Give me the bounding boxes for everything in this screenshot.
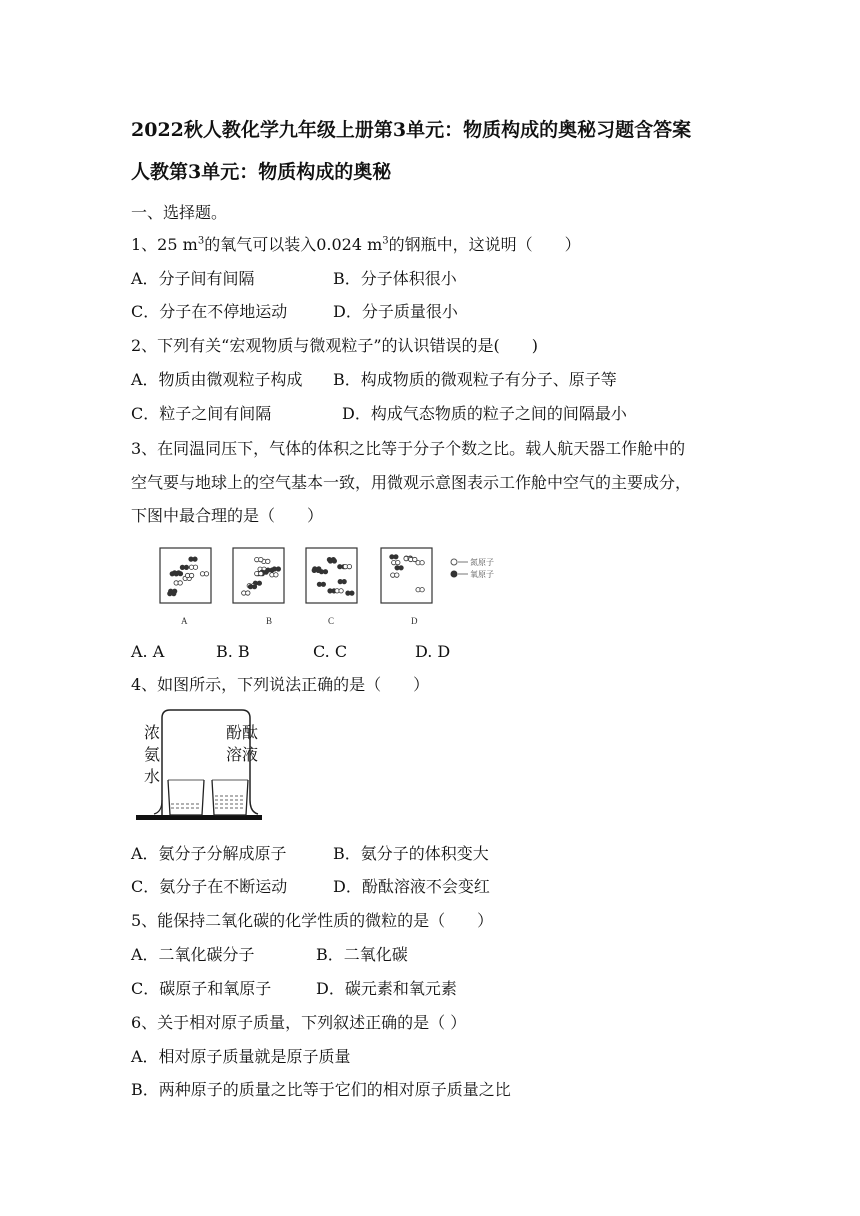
fig-label-b: B bbox=[266, 616, 273, 626]
q1-option-b: B．分子体积很小 bbox=[333, 269, 457, 288]
q5-stem: 5、能保持二氧化碳的化学性质的微粒的是（ ） bbox=[131, 911, 494, 930]
q3-option-a: A. A bbox=[131, 642, 165, 661]
molecule-atom bbox=[276, 567, 280, 571]
legend-nitrogen: 氮原子 bbox=[470, 558, 494, 567]
fig-label-d: D bbox=[411, 616, 418, 626]
molecule-atom bbox=[394, 555, 398, 559]
section-heading: 一、选择题。 bbox=[131, 203, 228, 222]
molecule-atom bbox=[316, 568, 320, 572]
q4-apparatus-figure bbox=[130, 704, 268, 826]
molecule-atom bbox=[189, 573, 193, 577]
q3-stem-line3: 下图中最合理的是（ ） bbox=[131, 506, 324, 525]
molecule-atom bbox=[176, 571, 180, 575]
q3-legend bbox=[451, 557, 494, 579]
q6-stem: 6、关于相对原子质量，下列叙述正确的是（ ） bbox=[131, 1013, 467, 1032]
q4-option-d: D．酚酞溶液不会变红 bbox=[333, 877, 490, 896]
label-ammonia: 氨 bbox=[144, 745, 161, 764]
q6-option-b: B．两种原子的质量之比等于它们的相对原子质量之比 bbox=[131, 1080, 511, 1099]
molecule-atom bbox=[193, 565, 197, 569]
label-water: 水 bbox=[144, 767, 161, 786]
molecule-atom bbox=[413, 557, 417, 561]
molecule-atom bbox=[332, 559, 336, 563]
molecule-atom bbox=[350, 591, 354, 595]
q2-option-b: B．构成物质的微观粒子有分子、原子等 bbox=[333, 370, 617, 389]
q2-option-d: D．构成气态物质的粒子之间的间隔最小 bbox=[342, 404, 627, 423]
document-title: 2022秋人教化学九年级上册第3单元：物质构成的奥秘习题含答案 bbox=[131, 119, 692, 141]
molecule-atom bbox=[274, 573, 278, 577]
q5-option-b: B．二氧化碳 bbox=[316, 945, 408, 964]
q3-option-c: C. C bbox=[313, 642, 348, 661]
molecule-atom bbox=[204, 572, 208, 576]
legend-oxygen: 氧原子 bbox=[470, 570, 494, 579]
molecule-atom bbox=[259, 571, 263, 575]
q4-option-c: C．氨分子在不断运动 bbox=[131, 877, 288, 896]
molecule-atom bbox=[342, 579, 346, 583]
molecule-atom bbox=[193, 557, 197, 561]
q4-option-a: A．氨分子分解成原子 bbox=[131, 844, 287, 863]
molecule-atom bbox=[396, 560, 400, 564]
q1-stem: 1、25 $m^3$的氧气可以装入0.024 $m^3$的钢瓶中，这说明（ ） bbox=[131, 235, 581, 254]
unit-heading: 人教第3单元：物质构成的奥秘 bbox=[131, 161, 392, 183]
molecule-atom bbox=[252, 585, 256, 589]
molecule-atom bbox=[178, 581, 182, 585]
molecule-atom bbox=[257, 581, 261, 585]
q2-option-a: A．物质由微观粒子构成 bbox=[131, 370, 303, 389]
q1-option-a: A．分子间有间隔 bbox=[131, 269, 255, 288]
label-phenolphthalein: 酚酞 bbox=[226, 723, 259, 742]
q1-option-c: C．分子在不停地运动 bbox=[131, 302, 288, 321]
q3-stem-line2: 空气要与地球上的空气基本一致，用微观示意图表示工作舱中空气的主要成分， bbox=[131, 473, 692, 492]
q4-stem: 4、如图所示，下列说法正确的是（ ） bbox=[131, 675, 430, 694]
q3-stem-line1: 3、在同温同压下，气体的体积之比等于分子个数之比。载人航天器工作舱中的 bbox=[131, 439, 686, 458]
q2-option-c: C．粒子之间有间隔 bbox=[131, 404, 272, 423]
molecule-atom bbox=[321, 582, 325, 586]
q3-option-d: D. D bbox=[415, 642, 451, 661]
molecule-atom bbox=[266, 559, 270, 563]
q5-option-c: C．碳原子和氧原子 bbox=[131, 979, 272, 998]
molecule-atom bbox=[339, 589, 343, 593]
label-solution: 溶液 bbox=[226, 745, 259, 764]
molecule-atom bbox=[259, 557, 263, 561]
molecule-atom bbox=[420, 561, 424, 565]
fig-label-c: C bbox=[328, 616, 335, 626]
molecule-atom bbox=[246, 591, 250, 595]
q5-option-a: A．二氧化碳分子 bbox=[131, 945, 255, 964]
label-concentrated: 浓 bbox=[144, 723, 161, 742]
q6-option-a: A．相对原子质量就是原子质量 bbox=[131, 1047, 351, 1066]
q3-option-b: B. B bbox=[216, 642, 250, 661]
molecule-atom bbox=[184, 565, 188, 569]
q1-option-d: D．分子质量很小 bbox=[333, 302, 458, 321]
molecule-atom bbox=[172, 591, 176, 595]
molecule-atom bbox=[323, 570, 327, 574]
molecule-dots bbox=[168, 555, 425, 596]
q4-option-b: B．氨分子的体积变大 bbox=[333, 844, 489, 863]
molecule-atom bbox=[420, 588, 424, 592]
q3-molecule-figure bbox=[155, 546, 515, 628]
molecule-atom bbox=[347, 564, 351, 568]
q2-stem: 2、下列有关“宏观物质与微观粒子”的认识错误的是( ) bbox=[131, 336, 539, 355]
q5-option-d: D．碳元素和氧元素 bbox=[316, 979, 457, 998]
fig-label-a: A bbox=[181, 616, 188, 626]
molecule-atom bbox=[395, 573, 399, 577]
molecule-atom bbox=[399, 566, 403, 570]
